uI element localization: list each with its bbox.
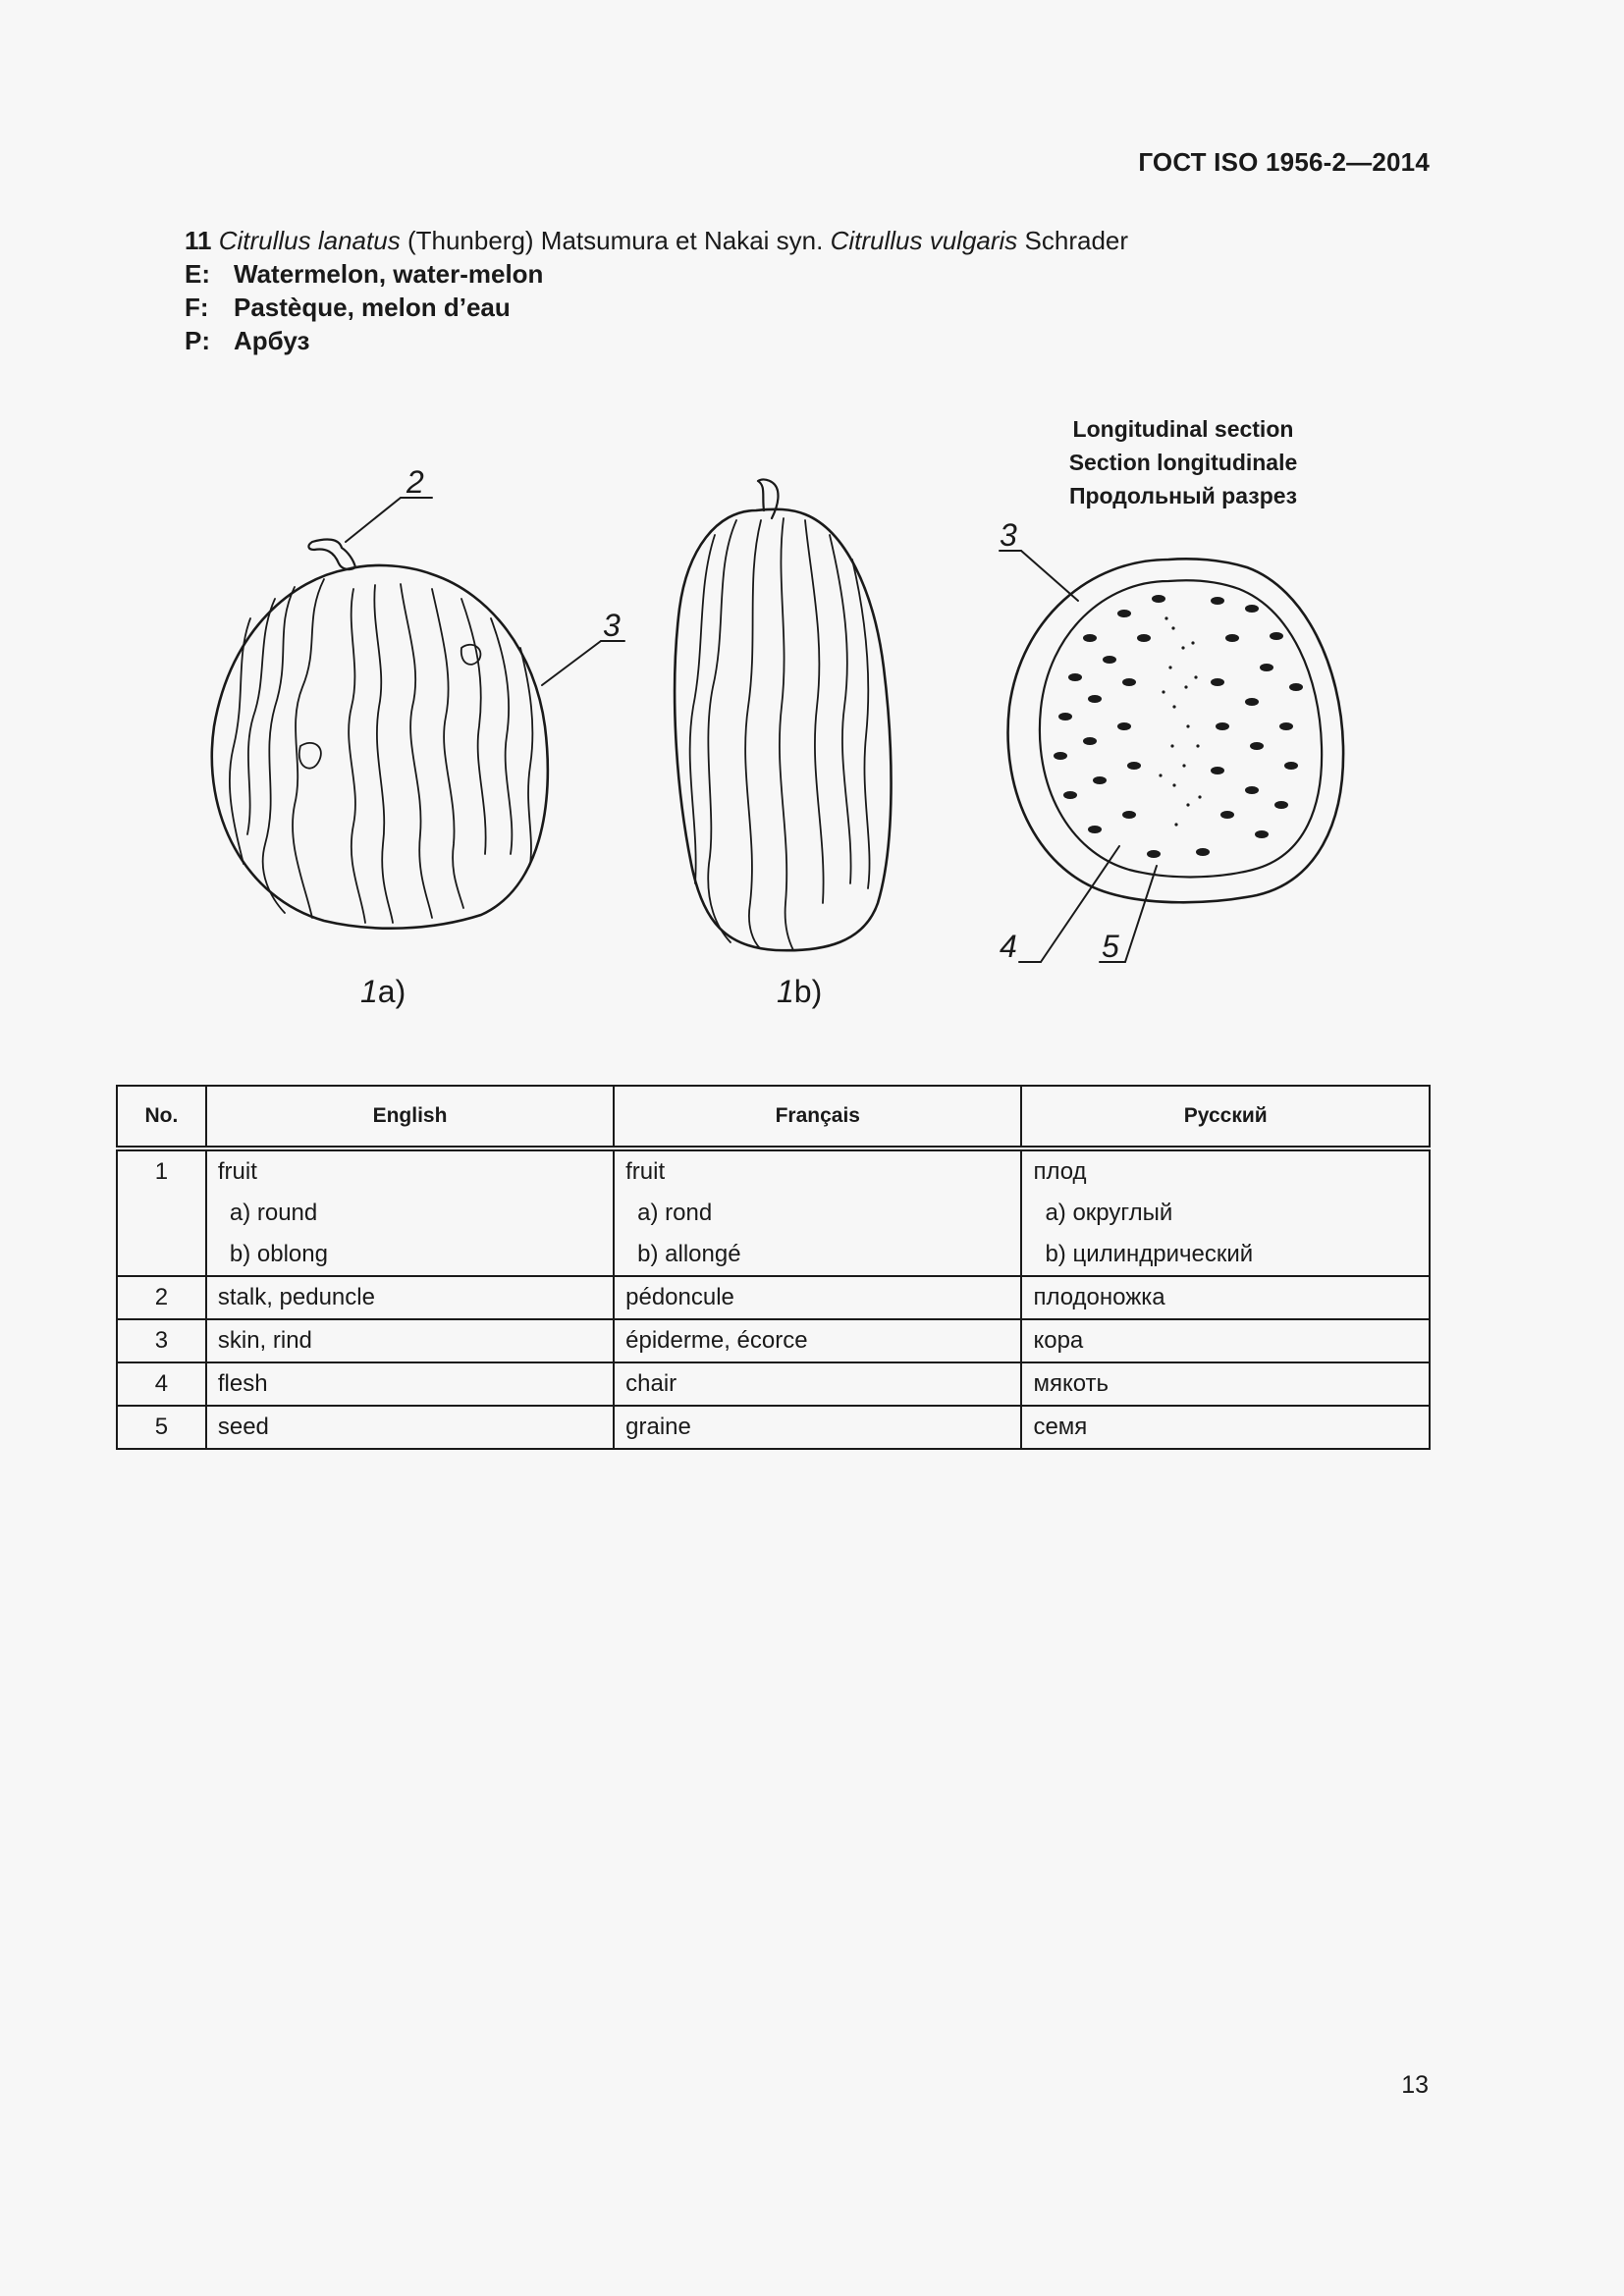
english-cell: skin, rind (206, 1319, 614, 1362)
english-cell: flesh (206, 1362, 614, 1406)
figure-label-1b: 1b) (777, 974, 823, 1009)
callout-3-round: 3 (603, 608, 621, 643)
english-cell: seed (206, 1406, 614, 1449)
col-header-no: No. (117, 1086, 206, 1148)
standard-designation: ГОСТ ISO 1956-2—2014 (1138, 147, 1430, 177)
longitudinal-section-drawing (1008, 559, 1344, 902)
synonym-author: Schrader (1024, 226, 1129, 255)
term-ru: плод (1033, 1158, 1087, 1185)
callout-2: 2 (406, 464, 424, 500)
table-row (117, 1319, 1430, 1362)
russian-cell: мякоть (1021, 1362, 1430, 1406)
round-watermelon-drawing (212, 540, 548, 929)
name-russian: P: Арбуз (185, 326, 310, 355)
figure-label-1a: 1a) (360, 974, 406, 1009)
term-en: fruit (217, 1158, 257, 1185)
col-header-russian: Русский (1021, 1086, 1430, 1148)
table-row (117, 1276, 1430, 1319)
row-number: 2 (117, 1276, 206, 1319)
russian-cell: кора (1021, 1319, 1430, 1362)
row-number: 1 (117, 1148, 206, 1276)
french-cell: pédoncule (614, 1276, 1021, 1319)
term-en-sub: a) round (229, 1200, 318, 1226)
caption-ru: Продольный разрез (1068, 483, 1298, 508)
term-fr-sub: a) rond (637, 1200, 713, 1226)
english-cell (206, 1148, 614, 1276)
french-cell (614, 1148, 1021, 1276)
col-header-french: Français (614, 1086, 1021, 1148)
seed-cluster (1054, 595, 1303, 858)
col-header-english: English (206, 1086, 614, 1148)
row-number: 4 (117, 1362, 206, 1406)
name-english: E: Watermelon, water-melon (185, 259, 544, 289)
callout-5: 5 (1102, 929, 1119, 964)
russian-cell (1021, 1148, 1430, 1276)
term-ru-sub: b) цилиндрический (1045, 1241, 1254, 1267)
name-french: F: Pastèque, melon d’eau (185, 293, 511, 322)
page-number: 13 (1401, 2071, 1429, 2099)
author-text: (Thunberg) Matsumura et Nakai syn. (406, 226, 824, 255)
table-header-row (117, 1086, 1430, 1148)
french-cell: chair (614, 1362, 1021, 1406)
caption-en: Longitudinal section (1072, 416, 1294, 442)
russian-cell: плодоножка (1021, 1276, 1430, 1319)
term-ru-sub: a) округлый (1045, 1200, 1173, 1226)
callout-4: 4 (1000, 929, 1017, 964)
table-row (117, 1148, 1430, 1276)
term-fr-sub: b) allongé (637, 1241, 741, 1267)
term-fr: fruit (625, 1158, 666, 1185)
term-en-sub: b) oblong (229, 1241, 328, 1267)
oblong-watermelon-drawing (675, 479, 891, 950)
table-row (117, 1406, 1430, 1449)
caption-fr: Section longitudinale (1068, 450, 1298, 475)
genus-name: Citrullus lanatus (218, 226, 401, 255)
table-row (117, 1362, 1430, 1406)
row-number: 5 (117, 1406, 206, 1449)
french-cell: épiderme, écorce (614, 1319, 1021, 1362)
english-cell: stalk, peduncle (206, 1276, 614, 1319)
entry-number: 11 (185, 226, 212, 255)
seed-dots (1159, 616, 1201, 826)
callout-3-section: 3 (1000, 517, 1017, 553)
french-cell: graine (614, 1406, 1021, 1449)
row-number: 3 (117, 1319, 206, 1362)
russian-cell: семя (1021, 1406, 1430, 1449)
synonym-genus: Citrullus vulgaris (830, 226, 1018, 255)
terms-table (116, 1085, 1431, 1450)
watermelon-figure (0, 0, 1624, 1041)
